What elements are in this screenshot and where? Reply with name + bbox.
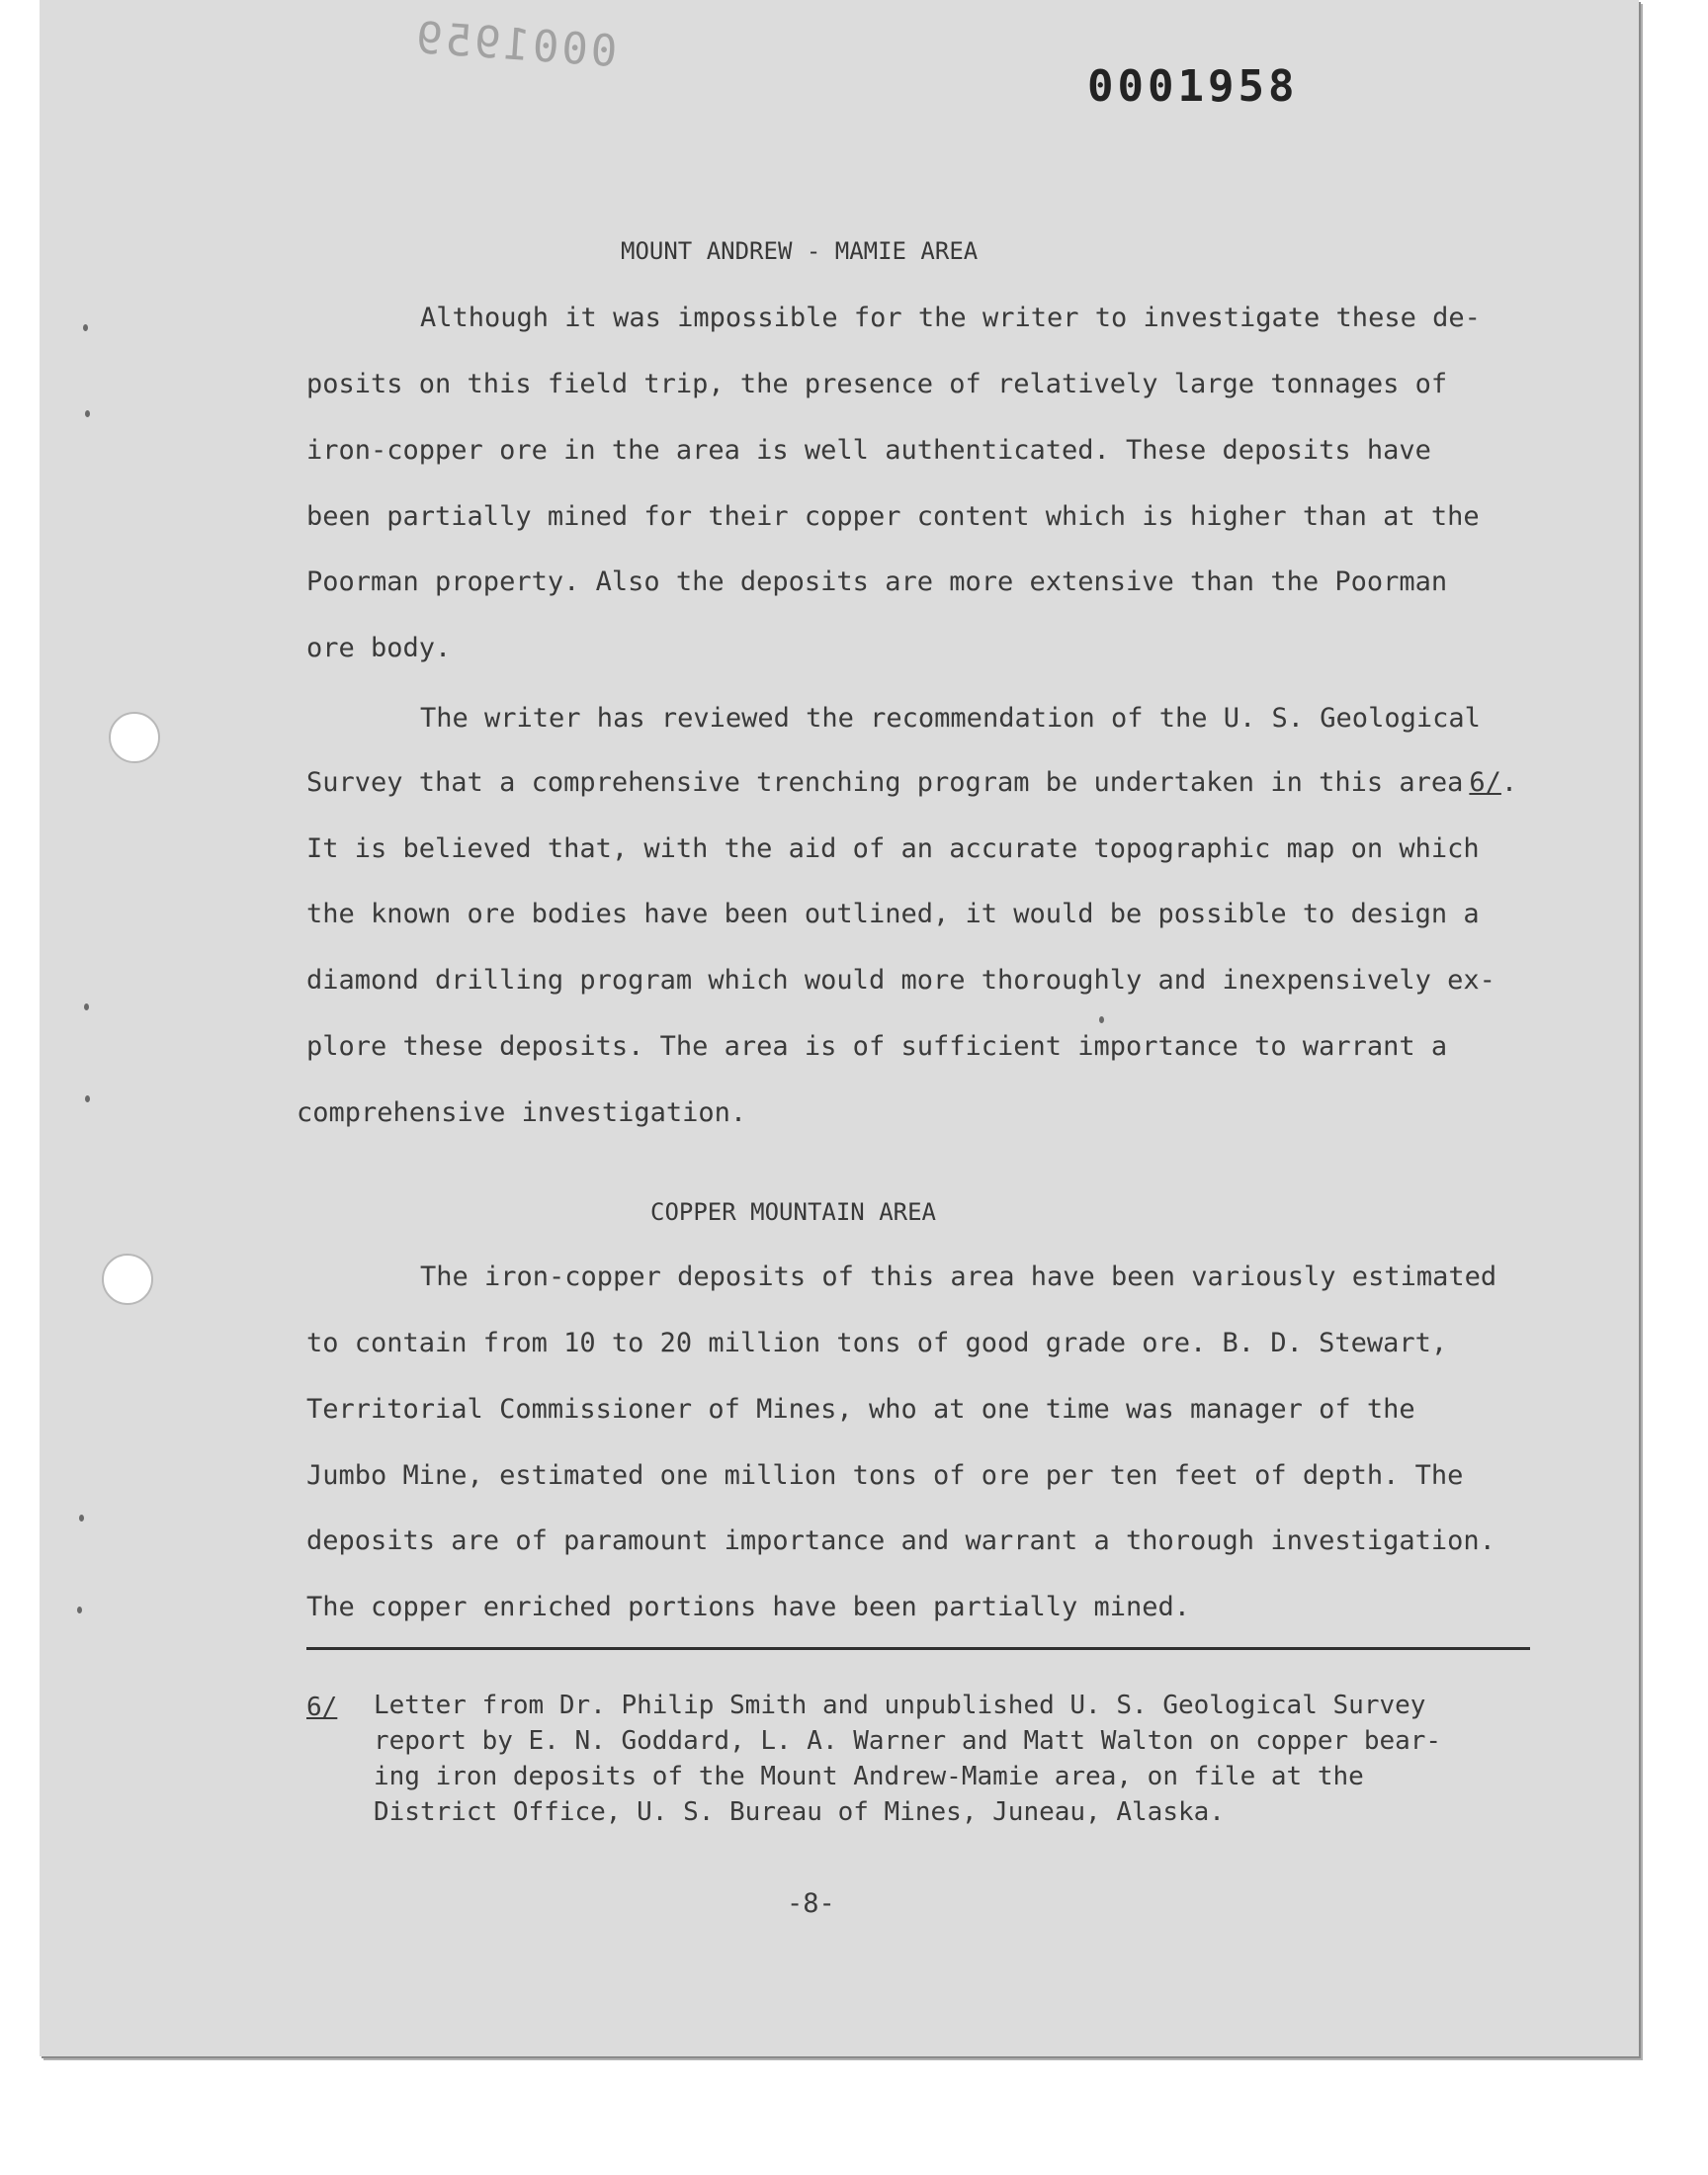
text-line: It is believed that, with the aid of an accurate topographic map on which [306, 833, 1480, 864]
section-heading-mount-andrew: MOUNT ANDREW - MAMIE AREA [621, 237, 979, 265]
text-line: The writer has reviewed the recommendation of the U. S. Geological [420, 703, 1481, 734]
footnote-reference: 6/ [1469, 767, 1501, 798]
footnote-line: report by E. N. Goddard, L. A. Warner and Matt Walton on copper bear- [374, 1726, 1442, 1756]
document-number: 0001958 [1087, 61, 1299, 112]
text-line: the known ore bodies have been outlined, it would be possible to design a [306, 899, 1480, 929]
text-line: iron-copper ore in the area is well authenticated. These deposits have [306, 435, 1431, 466]
text-line: The copper enriched portions have been partially mined. [306, 1592, 1191, 1622]
margin-speck [1099, 1016, 1104, 1023]
footnote-divider [306, 1647, 1530, 1650]
text-line: Although it was impossible for the writer to investigate these de- [420, 303, 1481, 333]
margin-speck [79, 1515, 84, 1522]
text-line: comprehensive investigation. [297, 1097, 747, 1128]
text-line: posits on this field trip, the presence of relatively large tonnages of [306, 369, 1448, 399]
text-line: diamond drilling program which would more thoroughly and inexpensively ex- [306, 965, 1495, 996]
text-line: to contain from 10 to 20 million tons of good grade ore. B. D. Stewart, [306, 1328, 1448, 1358]
text-line-with-footnote [306, 767, 1517, 798]
page-number: -8- [787, 1888, 835, 1919]
margin-speck [77, 1607, 82, 1613]
text-line: plore these deposits. The area is of sufficient importance to warrant a [306, 1031, 1448, 1062]
text-line: The iron-copper deposits of this area have been variously estimated [420, 1262, 1497, 1292]
margin-speck [85, 410, 90, 417]
text-line: deposits are of paramount importance and warrant a thorough investigation. [306, 1525, 1495, 1556]
text-line: Poorman property. Also the deposits are more extensive than the Poorman [306, 566, 1448, 597]
text-line: ore body. [306, 633, 452, 663]
text-line: been partially mined for their copper content which is higher than at the [306, 501, 1480, 532]
footnote-line: Letter from Dr. Philip Smith and unpublished U. S. Geological Survey [374, 1691, 1426, 1720]
footnote-number: 6/ [306, 1693, 338, 1722]
punch-hole-upper [109, 712, 160, 763]
text-line: Territorial Commissioner of Mines, who at one time was manager of the [306, 1394, 1415, 1425]
text-line: Survey that a comprehensive trenching program be undertaken in this area [306, 767, 1464, 798]
footnote-period: . [1500, 767, 1518, 798]
footnote-line: ing iron deposits of the Mount Andrew-Mamie area, on file at the [374, 1762, 1364, 1791]
mirrored-stamp-number: 0001959 [411, 12, 619, 78]
text-line: Jumbo Mine, estimated one million tons of ore per ten feet of depth. The [306, 1460, 1464, 1491]
footnote-line: District Office, U. S. Bureau of Mines, Juneau, Alaska. [374, 1797, 1225, 1827]
margin-speck [85, 1095, 90, 1102]
margin-speck [84, 1003, 89, 1010]
section-heading-copper-mountain: COPPER MOUNTAIN AREA [650, 1198, 936, 1226]
margin-speck [83, 324, 88, 331]
punch-hole-lower [102, 1254, 153, 1305]
